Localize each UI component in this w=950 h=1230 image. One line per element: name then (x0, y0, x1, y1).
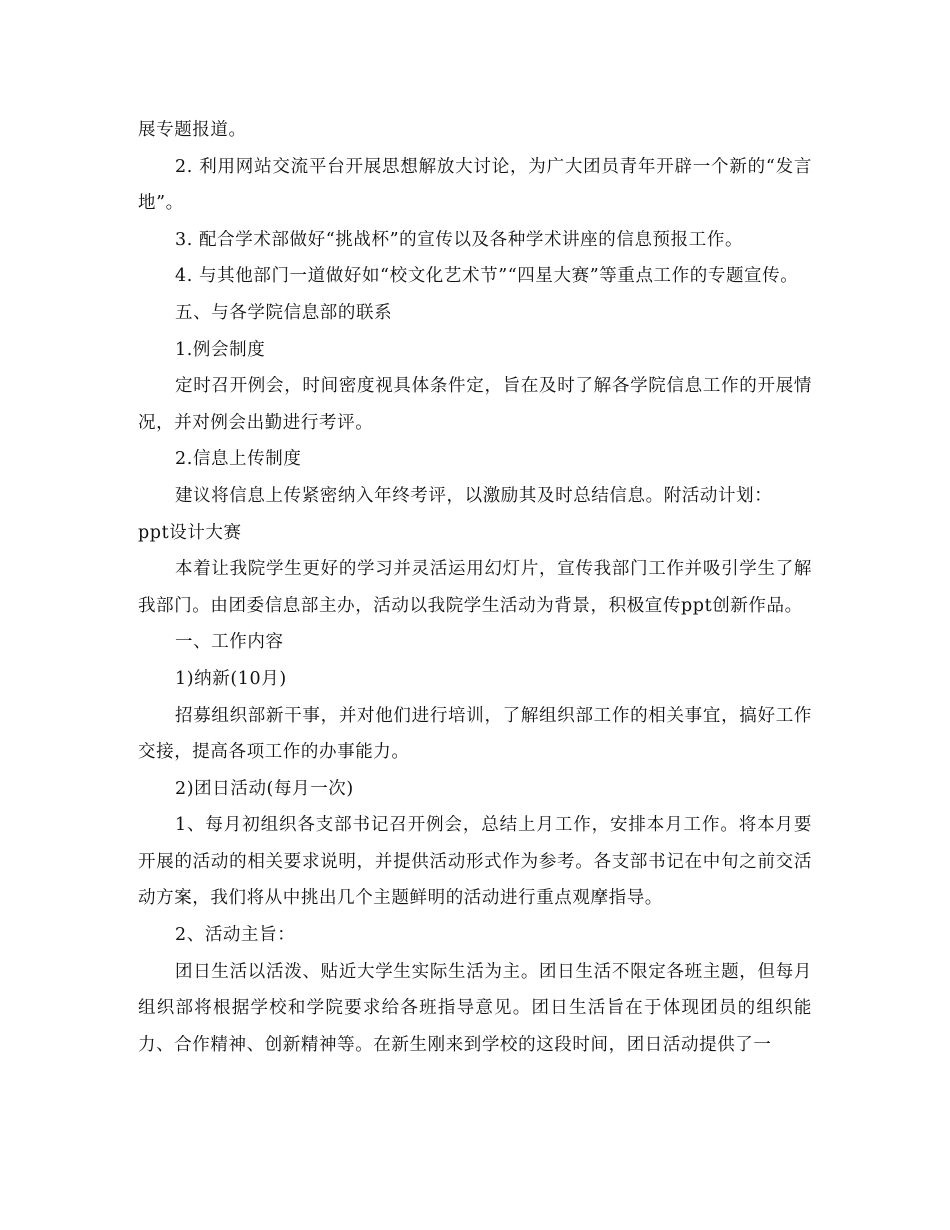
paragraph-recruitment: 招募组织部新干事，并对他们进行培训，了解组织部工作的相关事宜，搞好工作交接，提高各项工作的办事能力。 (138, 705, 812, 763)
paragraph-item-2: 2. 利用网站交流平台开展思想解放大讨论，为广大团员青年开辟一个新的“发言地”。 (138, 156, 812, 214)
activity-title: ppt设计大赛 (138, 522, 242, 543)
subheading-meeting-system: 1.例会制度 (175, 339, 266, 360)
paragraph-activity-intro: 本着让我院学生更好的学习并灵活运用幻灯片，宣传我部门工作并吸引学生了解我部门。由团委信息部主办，活动以我院学生活动为背景，积极宣传ppt创新作品。 (138, 559, 812, 616)
section-heading-5: 五、与各学院信息部的联系 (175, 302, 393, 323)
subheading-upload-system: 2.信息上传制度 (175, 449, 302, 470)
paragraph-continuation: 展专题报道。 (138, 120, 247, 140)
paragraph-item-3: 3. 配合学术部做好“挑战杯”的宣传以及各种学术讲座的信息预报工作。 (175, 229, 744, 250)
paragraph-league-day-1: 1、每月初组织各支部书记召开例会，总结上月工作，安排本月工作。将本月要开展的活动的相关要求说明，并提供活动形式作为参考。各支部书记在中旬之前交活动方案，我们将从中挑出几个主题鲜明的活动进行重点观摩指导。 (138, 815, 812, 909)
document-body (138, 112, 812, 1063)
subheading-activity-purpose: 2、活动主旨： (175, 925, 296, 946)
paragraph-activity-purpose: 团日生活以活泼、贴近大学生实际生活为主。团日生活不限定各班主题，但每月组织部将根据学校和学院要求给各班指导意见。团日生活旨在于体现团员的组织能力、合作精神、创新精神等。在新生刚来到学校的这段时间，团日活动提供了一 (138, 961, 812, 1055)
paragraph-meeting-system: 定时召开例会，时间密度视具体条件定，旨在及时了解各学院信息工作的开展情况，并对例会出勤进行考评。 (138, 376, 812, 433)
paragraph-item-4: 4. 与其他部门一道做好如“校文化艺术节”“四星大赛”等重点工作的专题宣传。 (175, 266, 799, 287)
subheading-recruitment: 1)纳新(10月) (175, 668, 287, 689)
subheading-league-day: 2)团日活动(每月一次) (175, 778, 354, 799)
section-heading-work-content: 一、工作内容 (175, 632, 284, 653)
paragraph-upload-system: 建议将信息上传紧密纳入年终考评，以激励其及时总结信息。附活动计划： (175, 485, 773, 506)
